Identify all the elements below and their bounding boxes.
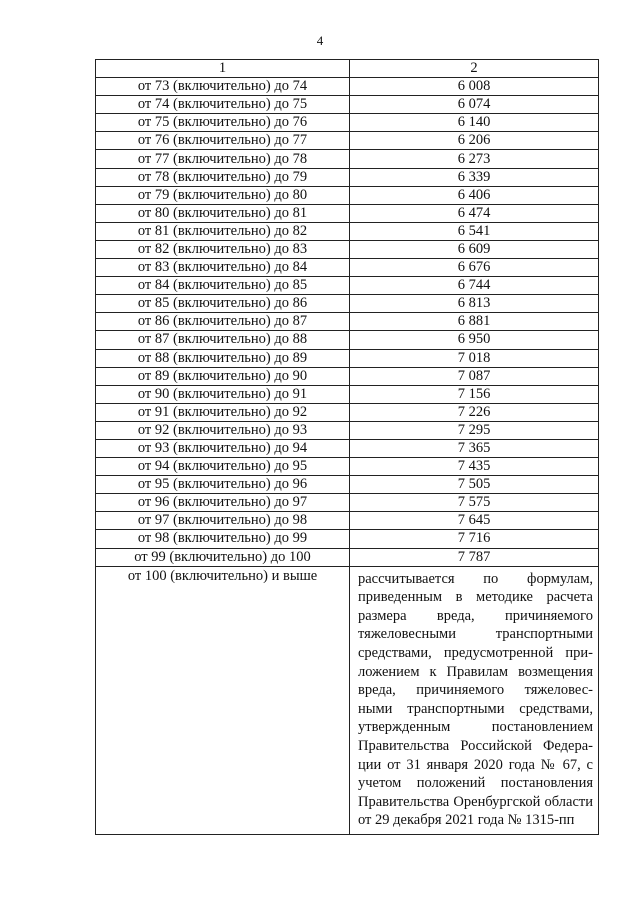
damage-value-cell: 7 575 [350, 494, 599, 512]
weight-range-cell: от 99 (включительно) до 100 [96, 548, 350, 566]
table-row [96, 222, 599, 240]
rates-table-body [96, 60, 599, 835]
weight-range-cell: от 89 (включительно) до 90 [96, 367, 350, 385]
weight-range-cell: от 93 (включительно) до 94 [96, 439, 350, 457]
damage-value-cell: 6 541 [350, 222, 599, 240]
damage-value-cell: 7 365 [350, 439, 599, 457]
damage-value-cell: 6 406 [350, 186, 599, 204]
calculation-note-cell: рассчитывается по формулам, приведенным в методике расчета размера вреда, причиняемого тяжеловесными транспортными средствами, предусмотренной при-ложением к Правилам возмещения вреда, причиняемого тяжеловес-ными транспортными средствами, утвержденным постановлением Правительства Российской Федера-ции от 31 января 2020 года № 67, с учетом положений постановления Правительства Оренбургской области от 29 декабря 2021 года № 1315-пп [350, 566, 599, 834]
table-row [96, 132, 599, 150]
column-header-2: 2 [350, 60, 599, 78]
damage-value-cell: 7 087 [350, 367, 599, 385]
damage-value-cell: 6 206 [350, 132, 599, 150]
damage-value-cell: 7 018 [350, 349, 599, 367]
damage-value-cell: 6 008 [350, 78, 599, 96]
table-row [96, 96, 599, 114]
weight-range-cell: от 91 (включительно) до 92 [96, 403, 350, 421]
damage-value-cell: 7 716 [350, 530, 599, 548]
damage-value-cell: 7 295 [350, 421, 599, 439]
weight-range-cell: от 96 (включительно) до 97 [96, 494, 350, 512]
table-row [96, 349, 599, 367]
weight-range-cell: от 86 (включительно) до 87 [96, 313, 350, 331]
table-row [96, 168, 599, 186]
table-row [96, 385, 599, 403]
table-row [96, 530, 599, 548]
weight-range-cell: от 85 (включительно) до 86 [96, 295, 350, 313]
damage-value-cell: 6 339 [350, 168, 599, 186]
damage-value-cell: 7 156 [350, 385, 599, 403]
weight-range-cell: от 94 (включительно) до 95 [96, 458, 350, 476]
table-row [96, 186, 599, 204]
page-number: 4 [316, 33, 324, 48]
table-row [96, 458, 599, 476]
table-row [96, 295, 599, 313]
rates-table [95, 59, 599, 835]
table-row [96, 512, 599, 530]
damage-value-cell: 6 474 [350, 204, 599, 222]
damage-value-cell: 7 226 [350, 403, 599, 421]
damage-value-cell: 6 074 [350, 96, 599, 114]
weight-range-cell: от 77 (включительно) до 78 [96, 150, 350, 168]
table-row [96, 78, 599, 96]
table-row [96, 259, 599, 277]
table-row [96, 548, 599, 566]
damage-value-cell: 7 505 [350, 476, 599, 494]
weight-range-cell: от 80 (включительно) до 81 [96, 204, 350, 222]
weight-range-cell: от 88 (включительно) до 89 [96, 349, 350, 367]
table-row [96, 439, 599, 457]
weight-range-cell: от 73 (включительно) до 74 [96, 78, 350, 96]
weight-range-cell: от 74 (включительно) до 75 [96, 96, 350, 114]
weight-range-cell: от 82 (включительно) до 83 [96, 240, 350, 258]
table-row [96, 313, 599, 331]
damage-value-cell: 6 676 [350, 259, 599, 277]
table-row [96, 114, 599, 132]
damage-value-cell: 6 273 [350, 150, 599, 168]
weight-range-cell: от 87 (включительно) до 88 [96, 331, 350, 349]
weight-range-cell: от 92 (включительно) до 93 [96, 421, 350, 439]
damage-value-cell: 7 645 [350, 512, 599, 530]
table-header-row [96, 60, 599, 78]
weight-range-cell: от 81 (включительно) до 82 [96, 222, 350, 240]
damage-value-cell: 6 950 [350, 331, 599, 349]
column-header-1: 1 [96, 60, 350, 78]
weight-range-cell: от 84 (включительно) до 85 [96, 277, 350, 295]
table-row [96, 277, 599, 295]
table-row [96, 494, 599, 512]
table-row-last [96, 566, 599, 834]
weight-range-cell: от 83 (включительно) до 84 [96, 259, 350, 277]
damage-value-cell: 6 609 [350, 240, 599, 258]
weight-range-cell: от 75 (включительно) до 76 [96, 114, 350, 132]
damage-value-cell: 7 787 [350, 548, 599, 566]
weight-range-cell: от 90 (включительно) до 91 [96, 385, 350, 403]
weight-range-cell: от 97 (включительно) до 98 [96, 512, 350, 530]
table-row [96, 240, 599, 258]
weight-range-cell: от 100 (включительно) и выше [96, 566, 350, 834]
table-row [96, 476, 599, 494]
damage-value-cell: 6 881 [350, 313, 599, 331]
weight-range-cell: от 95 (включительно) до 96 [96, 476, 350, 494]
table-row [96, 367, 599, 385]
table-row [96, 204, 599, 222]
weight-range-cell: от 76 (включительно) до 77 [96, 132, 350, 150]
table-row [96, 421, 599, 439]
damage-value-cell: 6 140 [350, 114, 599, 132]
damage-value-cell: 7 435 [350, 458, 599, 476]
weight-range-cell: от 79 (включительно) до 80 [96, 186, 350, 204]
weight-range-cell: от 78 (включительно) до 79 [96, 168, 350, 186]
table-row [96, 150, 599, 168]
table-row [96, 331, 599, 349]
damage-value-cell: 6 744 [350, 277, 599, 295]
damage-value-cell: 6 813 [350, 295, 599, 313]
table-row [96, 403, 599, 421]
weight-range-cell: от 98 (включительно) до 99 [96, 530, 350, 548]
